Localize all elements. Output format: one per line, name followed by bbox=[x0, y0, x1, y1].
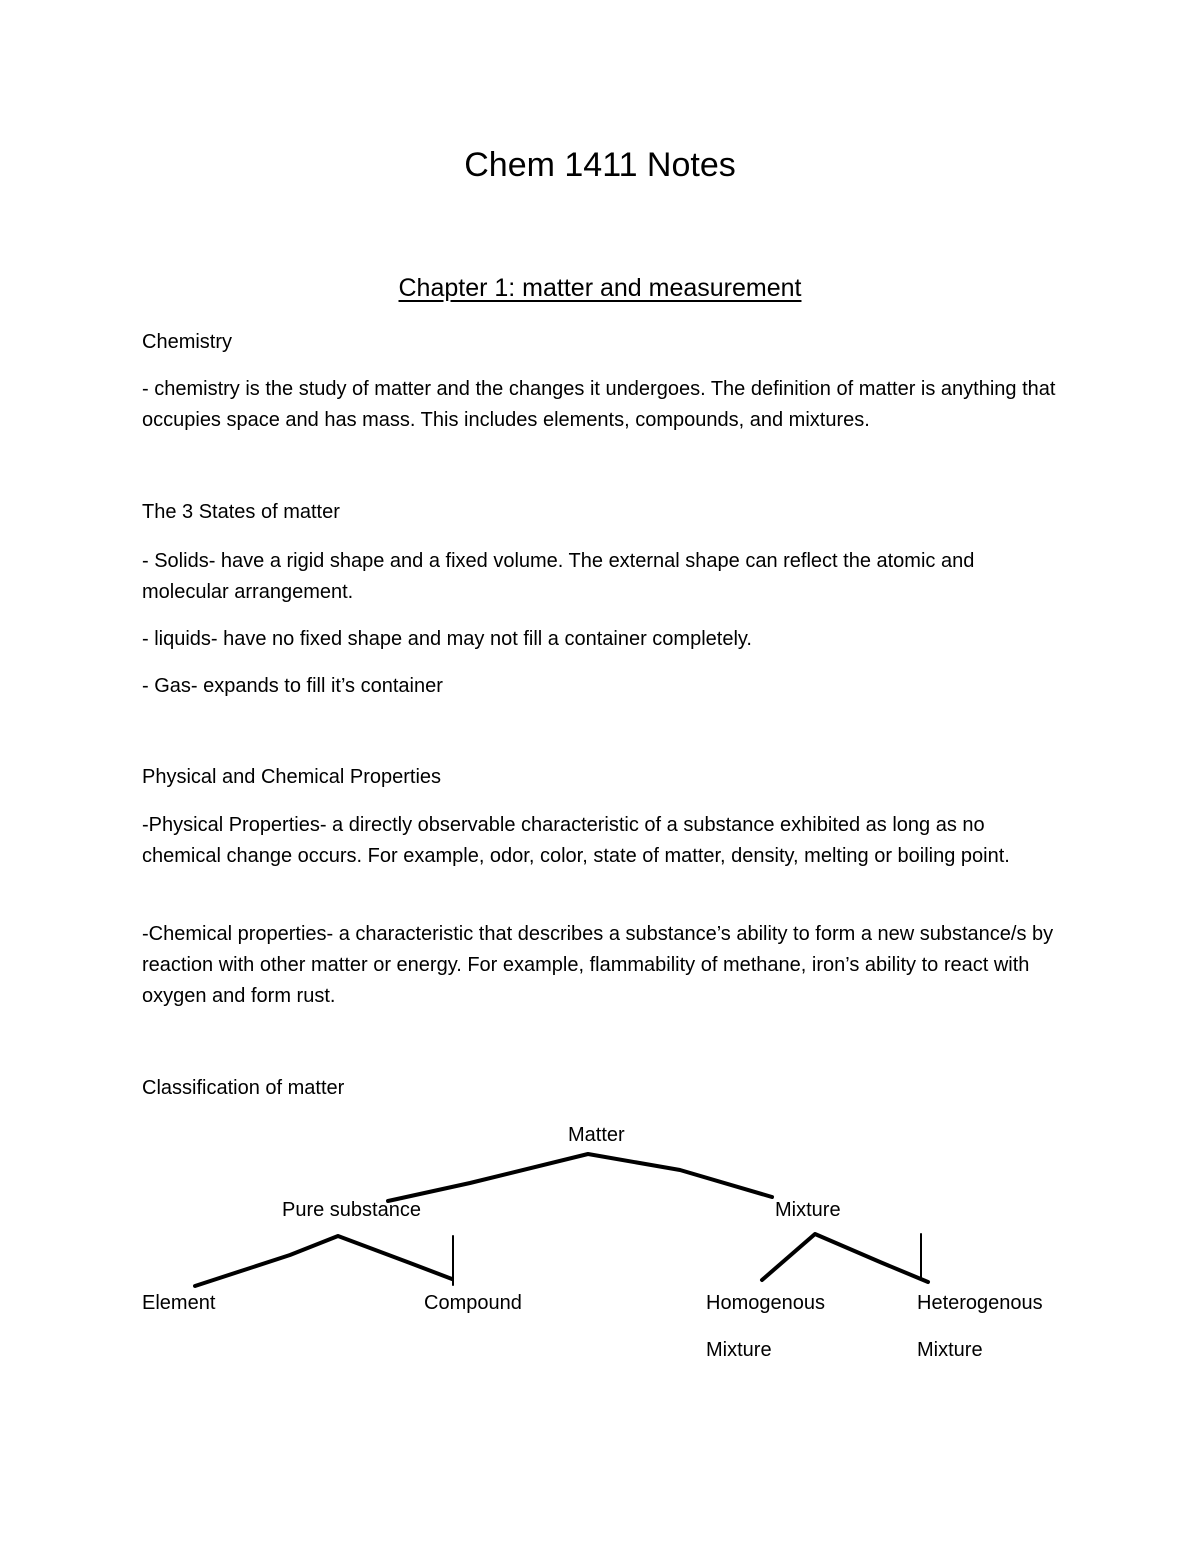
classification-heading: Classification of matter bbox=[142, 1077, 345, 1099]
chapter-heading: Chapter 1: matter and measurement bbox=[398, 274, 802, 302]
states-heading: The 3 States of matter bbox=[142, 501, 340, 523]
chemical-properties-paragraph: -Chemical properties- a characteristic that describes a substance’s ability to form a new substance/s by reaction with other matter or energy. For example, flammability of methane, iron’s ability to react with oxygen and form rust. bbox=[142, 923, 1054, 1007]
tree-node-compound: Compound bbox=[424, 1292, 522, 1314]
tree-node-heterogenous-mixture: Mixture bbox=[917, 1339, 983, 1361]
page-title: Chem 1411 Notes bbox=[464, 146, 736, 184]
tree-node-homogenous: Homogenous bbox=[706, 1292, 825, 1314]
chemistry-heading: Chemistry bbox=[142, 331, 233, 353]
tree-node-pure-substance: Pure substance bbox=[282, 1199, 421, 1221]
tree-node-mixture: Mixture bbox=[775, 1199, 841, 1221]
solids-paragraph: - Solids- have a rigid shape and a fixed volume. The external shape can reflect the atomic and molecular arrangement. bbox=[142, 550, 975, 603]
gas-paragraph: - Gas- expands to fill it’s container bbox=[142, 675, 443, 697]
pure-substance-branch-line bbox=[195, 1236, 452, 1286]
tree-node-heterogenous: Heterogenous bbox=[917, 1292, 1043, 1314]
tree-node-element: Element bbox=[142, 1292, 216, 1314]
properties-heading: Physical and Chemical Properties bbox=[142, 766, 442, 788]
matter-branch-line bbox=[388, 1154, 772, 1201]
tree-node-matter: Matter bbox=[568, 1124, 625, 1146]
chemistry-paragraph: - chemistry is the study of matter and the changes it undergoes. The definition of matter is anything that occupies space and has mass. This includes elements, compounds, and mixtures. bbox=[142, 378, 1056, 431]
physical-properties-paragraph: -Physical Properties- a directly observable characteristic of a substance exhibited as long as no chemical change occurs. For example, odor, color, state of matter, density, melting or boiling point. bbox=[142, 814, 1010, 867]
mixture-branch-line bbox=[762, 1234, 928, 1282]
tree-node-homogenous-mixture: Mixture bbox=[706, 1339, 772, 1361]
liquids-paragraph: - liquids- have no fixed shape and may not fill a container completely. bbox=[142, 628, 752, 650]
